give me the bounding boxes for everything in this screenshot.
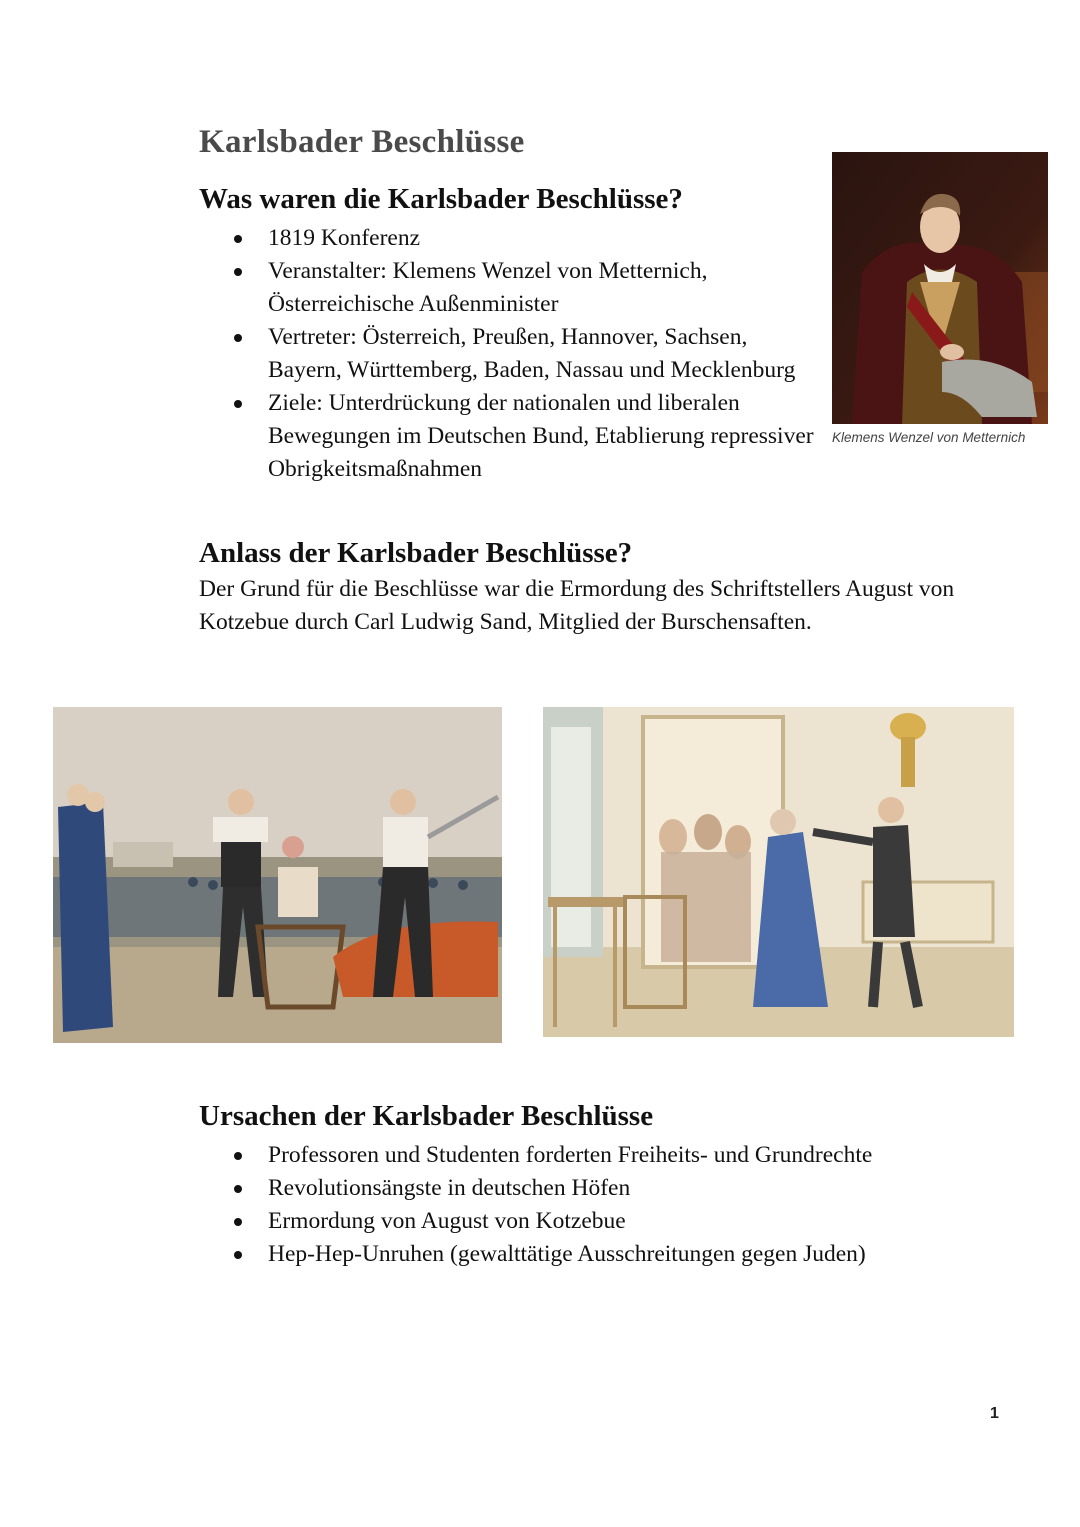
portrait-caption: Klemens Wenzel von Metternich xyxy=(832,430,1026,445)
list-item: Revolutionsängste in deutschen Höfen xyxy=(228,1172,988,1205)
list-item: Ermordung von August von Kotzebue xyxy=(228,1205,988,1238)
page-title: Karlsbader Beschlüsse xyxy=(199,124,525,160)
anlass-text: Der Grund für die Beschlüsse war die Ermordung des Schriftstellers August von Kotzebue durch Carl Ludwig Sand, Mitglied der Burschensaften. xyxy=(199,576,955,635)
list-item: Professoren und Studenten forderten Freiheits- und Grundrechte xyxy=(228,1139,988,1172)
section-heading-ursachen: Ursachen der Karlsbader Beschlüsse xyxy=(199,1100,654,1132)
list-was-waren xyxy=(228,222,818,486)
execution-illustration xyxy=(53,707,502,1043)
metternich-portrait xyxy=(832,152,1048,424)
list-item: Ziele: Unterdrückung der nationalen und liberalen Bewegungen im Deutschen Bund, Etablierung repressiver Obrigkeitsmaßnahmen xyxy=(228,387,818,486)
list-item: Veranstalter: Klemens Wenzel von Metternich, Österreichische Außenminister xyxy=(228,255,818,321)
list-item: Vertreter: Österreich, Preußen, Hannover, Sachsen, Bayern, Württemberg, Baden, Nassau und Mecklenburg xyxy=(228,321,818,387)
list-item: Hep-Hep-Unruhen (gewalttätige Ausschreitungen gegen Juden) xyxy=(228,1238,988,1271)
list-ursachen xyxy=(228,1139,988,1271)
assassination-illustration xyxy=(543,707,1014,1037)
section-heading-was-waren: Was waren die Karlsbader Beschlüsse? xyxy=(199,183,683,215)
section-heading-anlass: Anlass der Karlsbader Beschlüsse? xyxy=(199,537,633,569)
list-item: 1819 Konferenz xyxy=(228,222,818,255)
page-number: 1 xyxy=(990,1405,999,1422)
